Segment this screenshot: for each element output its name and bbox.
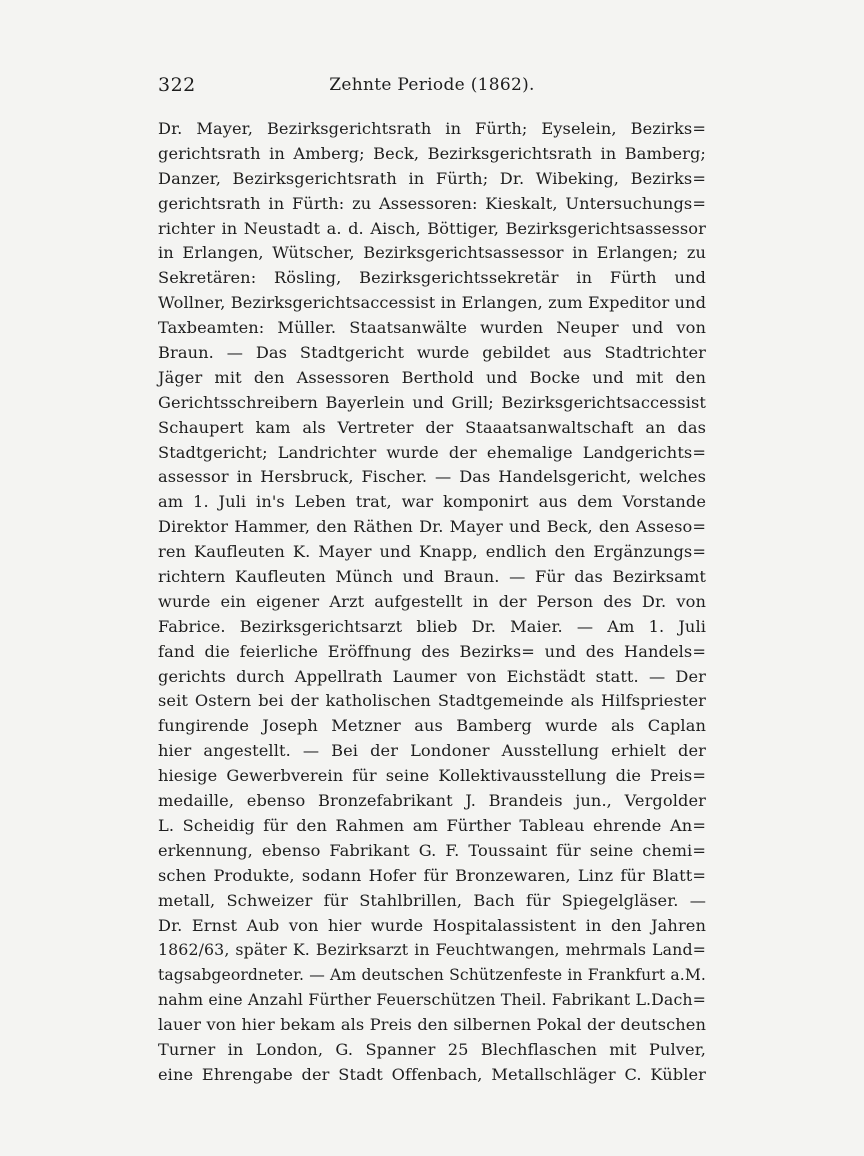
text-line: Dr. Mayer, Bezirksgerichtsrath in Fürth; Eyselein, Bezirks=	[158, 119, 706, 138]
text-line: Dr. Ernst Aub von hier wurde Hospitalassistent in den Jahren	[158, 915, 706, 935]
text-line: in Erlangen, Wütscher, Bezirksgerichtsassessor in Erlangen; zu	[158, 243, 706, 263]
text-line: erkennung, ebenso Fabrikant G. F. Toussaint für seine chemi=	[158, 840, 706, 860]
text-line: Taxbeamten: Müller. Staatsanwälte wurden Neuper und von	[158, 318, 706, 338]
text-line: hier angestellt. — Bei der Londoner Ausstellung erhielt der	[158, 741, 706, 761]
text-line: fand die feierliche Eröffnung des Bezirks= und des Handels=	[158, 641, 706, 661]
text-line: Sekretären: Rösling, Bezirksgerichtssekretär in Fürth und	[158, 268, 706, 288]
text-line: am 1. Juli in's Leben trat, war komponirt aus dem Vorstande	[158, 492, 706, 512]
text-line: Stadtgericht; Landrichter wurde der ehemalige Landgerichts=	[158, 442, 706, 462]
text-line: Gerichtsschreibern Bayerlein und Grill; Bezirksgerichtsaccessist	[158, 392, 706, 412]
text-line: ren Kaufleuten K. Mayer und Knapp, endlich den Ergänzungs=	[158, 542, 706, 562]
text-line: 1862/63, später K. Bezirksarzt in Feuchtwangen, mehrmals Land=	[158, 940, 706, 960]
body-text	[158, 117, 706, 1088]
text-line: Braun. — Das Stadtgericht wurde gebildet aus Stadtrichter	[158, 343, 706, 363]
text-line: nahm eine Anzahl Fürther Feuerschützen Theil. Fabrikant L.Dach=	[158, 990, 706, 1010]
text-line: Schaupert kam als Vertreter der Staaatsanwaltschaft an das	[158, 417, 706, 437]
text-line: Turner in London, G. Spanner 25 Blechflaschen mit Pulver,	[158, 1039, 706, 1059]
text-line: hiesige Gewerbverein für seine Kollektivausstellung die Preis=	[158, 766, 706, 786]
text-line: Jäger mit den Assessoren Berthold und Bocke und mit den	[158, 367, 706, 387]
text-line: Danzer, Bezirksgerichtsrath in Fürth; Dr. Wibeking, Bezirks=	[158, 168, 706, 188]
text-line: wurde ein eigener Arzt aufgestellt in der Person des Dr. von	[158, 591, 706, 611]
text-line: Direktor Hammer, den Räthen Dr. Mayer und Beck, den Asseso=	[158, 517, 706, 537]
page-header	[158, 74, 706, 102]
text-line: gerichtsrath in Fürth: zu Assessoren: Kieskalt, Untersuchungs=	[158, 193, 706, 213]
page-number: 322	[158, 74, 196, 96]
text-line: seit Ostern bei der katholischen Stadtgemeinde als Hilfspriester	[158, 691, 706, 711]
running-head: Zehnte Periode (1862).	[329, 75, 535, 95]
text-line: lauer von hier bekam als Preis den silbernen Pokal der deutschen	[158, 1015, 706, 1035]
text-line: L. Scheidig für den Rahmen am Fürther Tableau ehrende An=	[158, 815, 706, 835]
text-line: Wollner, Bezirksgerichtsaccessist in Erlangen, zum Expeditor und	[158, 293, 707, 313]
text-line: fungirende Joseph Metzner aus Bamberg wurde als Caplan	[158, 716, 706, 736]
text-line: eine Ehrengabe der Stadt Offenbach, Metallschläger C. Kübler	[158, 1064, 706, 1084]
text-line: medaille, ebenso Bronzefabrikant J. Brandeis jun., Vergolder	[158, 791, 706, 811]
text-line: metall, Schweizer für Stahlbrillen, Bach für Spiegelgläser. —	[158, 890, 706, 910]
text-line: schen Produkte, sodann Hofer für Bronzewaren, Linz für Blatt=	[158, 865, 706, 885]
text-line: richtern Kaufleuten Münch und Braun. — Für das Bezirksamt	[158, 567, 706, 587]
text-line: assessor in Hersbruck, Fischer. — Das Handelsgericht, welches	[158, 467, 706, 487]
text-line: gerichtsrath in Amberg; Beck, Bezirksgerichtsrath in Bamberg;	[158, 143, 706, 163]
text-line: tagsabgeordneter. — Am deutschen Schützenfeste in Frankfurt a.M.	[158, 966, 706, 985]
text-line: Fabrice. Bezirksgerichtsarzt blieb Dr. Maier. — Am 1. Juli	[158, 616, 706, 636]
text-line: richter in Neustadt a. d. Aisch, Böttiger, Bezirksgerichtsassessor	[158, 218, 706, 238]
text-line: gerichts durch Appellrath Laumer von Eichstädt statt. — Der	[158, 666, 706, 686]
